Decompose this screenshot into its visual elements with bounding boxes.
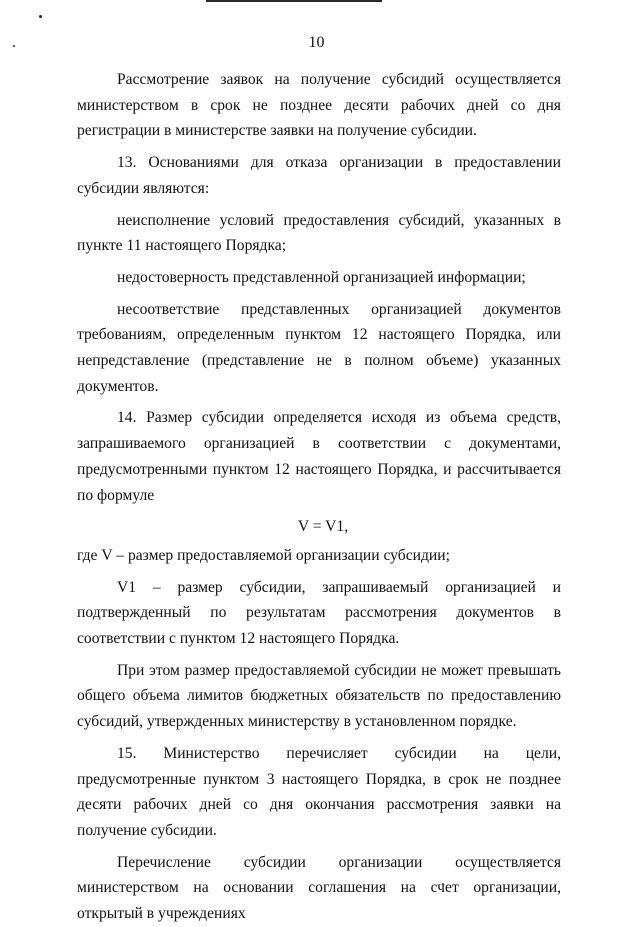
paragraph-13-heading: 13. Основаниями для отказа организации в предоставлении субсидии являются: <box>77 154 561 197</box>
paragraph-review-terms: Рассмотрение заявок на получение субсидий осуществляется министерством в срок не позднее десяти рабочих дней со дня регистрации в министерстве заявки на получение субсидии. <box>77 71 561 140</box>
page-number: 10 <box>308 34 325 51</box>
top-edge-rule <box>206 0 382 2</box>
paragraph-14: 14. Размер субсидии определяется исходя из объема средств, запрашиваемого организацией в соответствии с документами, предусмотренными пунктом 12 настоящего Порядка, и рассчитывается по формуле <box>77 409 561 504</box>
paragraph-formula-v1: V1 – размер субсидии, запрашиваемый организацией и подтвержденный по результатам рассмотрения документов в соответствии с пунктом 12 настоящего Порядка. <box>77 578 561 648</box>
paragraph-refusal-reason-2: недостоверность представленной организацией информации; <box>117 268 526 286</box>
paragraph-formula-where: где V – размер предоставляемой организации субсидии; <box>77 546 450 564</box>
paragraph-refusal-reason-1: неисполнение условий предоставления субсидий, указанных в пункте 11 настоящего Порядка; <box>77 211 561 255</box>
paragraph-transfer: Перечисление субсидии организации осуществляется министерством на основании соглашения на счет организации, открытый в учреждениях <box>77 853 561 923</box>
paragraph-15: 15. Министерство перечисляет субсидии на цели, предусмотренные пунктом 3 настоящего Порядка, в срок не позднее десяти рабочих дней со дня окончания рассмотрения заявки на получение субсидии. <box>77 744 561 839</box>
paragraph-refusal-reason-3: несоответствие представленных организацией документов требованиям, определенным пунктом 12 настоящего Порядка, или непредставление (представление не в полном объеме) указанных документов. <box>77 300 561 395</box>
scan-speck <box>39 15 42 18</box>
document-body <box>77 67 561 927</box>
paragraph-limit: При этом размер предоставляемой субсидии не может превышать общего объема лимитов бюджетных обязательств по предоставлению субсидий, утвержденных министерству в установленном порядке. <box>77 661 561 731</box>
formula: V = V1, <box>297 518 349 536</box>
